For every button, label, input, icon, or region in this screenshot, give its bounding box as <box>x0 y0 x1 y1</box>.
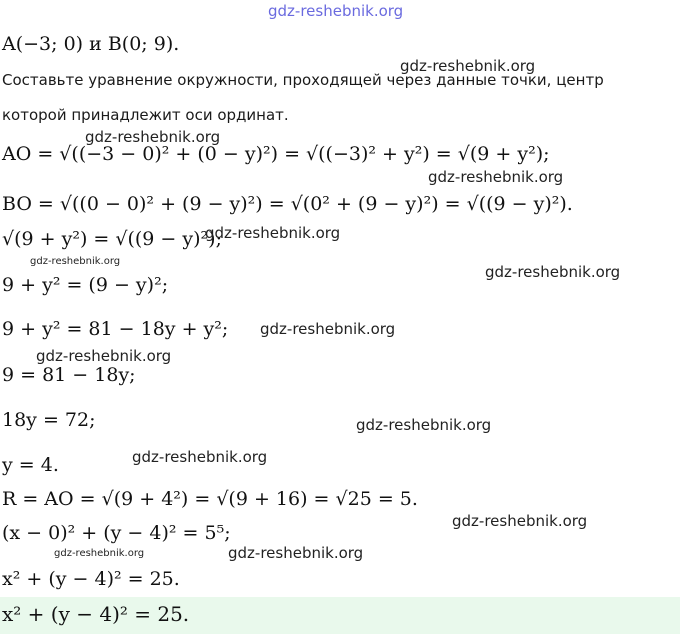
watermark: gdz-reshebnik.org <box>428 168 564 186</box>
watermark: gdz-reshebnik.org <box>205 224 341 242</box>
solution-line-radius: R = AO = √(9 + 4²) = √(9 + 16) = √25 = 5. <box>2 488 418 510</box>
watermark: gdz-reshebnik.org <box>400 57 536 75</box>
solution-line-equal-roots: √(9 + y²) = √((9 − y)²); <box>2 228 222 250</box>
watermark: gdz-reshebnik.org <box>260 320 396 338</box>
site-watermark-top: gdz-reshebnik.org <box>268 2 404 20</box>
watermark: gdz-reshebnik.org <box>228 544 364 562</box>
solution-line-bo: BO = √((0 − 0)² + (9 − y)²) = √(0² + (9 − y)²) = √((9 − y)²). <box>2 193 573 215</box>
watermark: gdz-reshebnik.org <box>485 263 621 281</box>
watermark: gdz-reshebnik.org <box>36 347 172 365</box>
solution-line-simplified: 9 = 81 − 18y; <box>2 364 136 386</box>
given-points: A(−3; 0) и B(0; 9). <box>2 33 180 55</box>
watermark: gdz-reshebnik.org <box>54 548 145 559</box>
solution-line-y-value: y = 4. <box>2 454 59 476</box>
solution-line-linear: 18y = 72; <box>2 409 96 431</box>
problem-statement-line-1: Составьте уравнение окружности, проходящей через данные точки, центр <box>2 71 604 89</box>
solution-line-equation-draft: (x − 0)² + (y − 4)² = 5⁵; <box>2 522 231 544</box>
solution-line-squared: 9 + y² = (9 − y)²; <box>2 274 169 296</box>
solution-line-ao: AO = √((−3 − 0)² + (0 − y)²) = √((−3)² + y²) = √(9 + y²); <box>2 143 550 165</box>
problem-statement-line-2: которой принадлежит оси ординат. <box>2 106 289 124</box>
watermark: gdz-reshebnik.org <box>132 448 268 466</box>
answer-equation: x² + (y − 4)² = 25. <box>2 602 190 626</box>
watermark: gdz-reshebnik.org <box>30 256 121 267</box>
watermark: gdz-reshebnik.org <box>452 512 588 530</box>
watermark: gdz-reshebnik.org <box>85 128 221 146</box>
solution-line-expanded: 9 + y² = 81 − 18y + y²; <box>2 318 229 340</box>
solution-line-equation: x² + (y − 4)² = 25. <box>2 568 180 590</box>
watermark: gdz-reshebnik.org <box>356 416 492 434</box>
answer-box <box>0 597 680 634</box>
